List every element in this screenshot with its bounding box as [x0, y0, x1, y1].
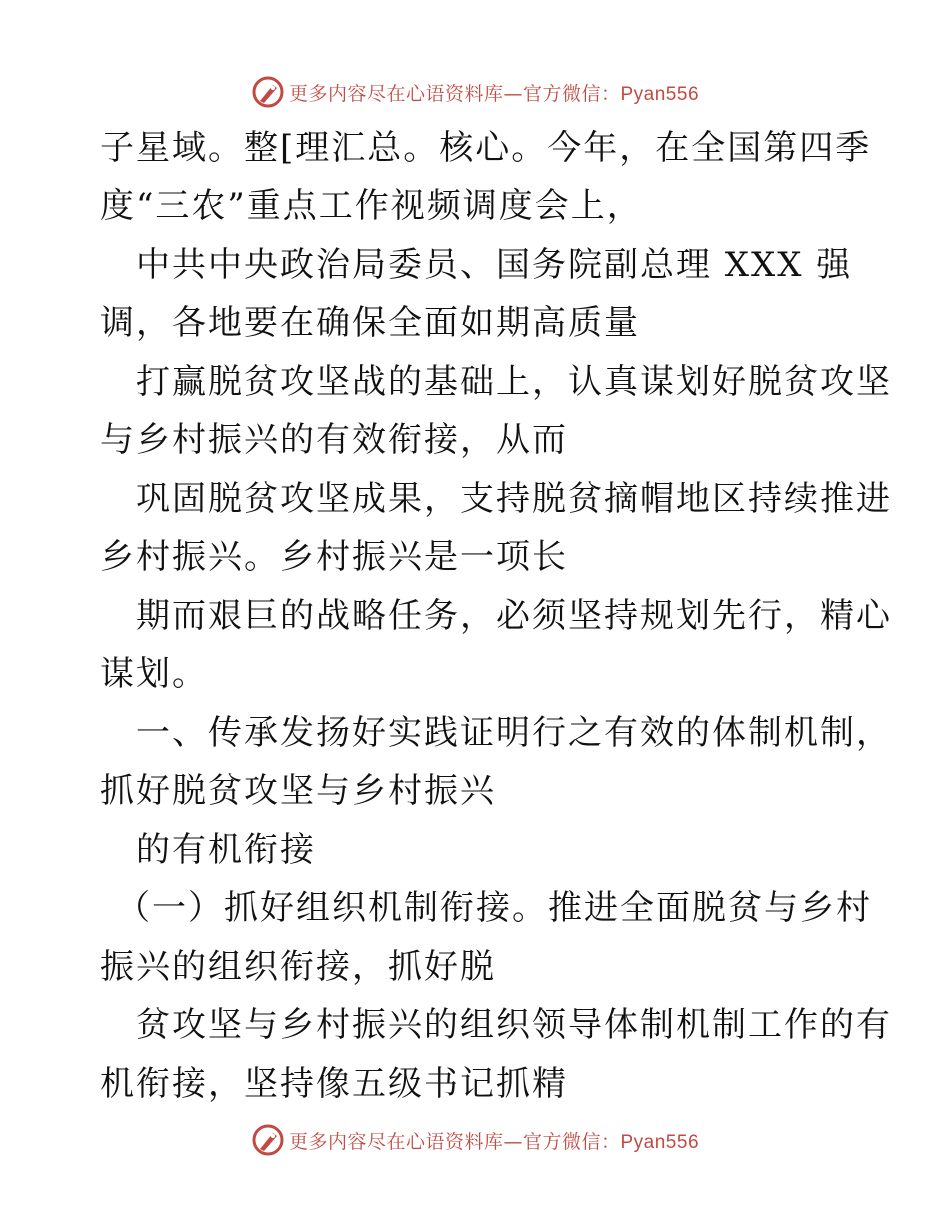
text-line: 巩固脱贫攻坚成果，支持脱贫摘帽地区持续推进: [136, 479, 892, 519]
watermark-wechat-id: Pyan556: [620, 83, 700, 105]
watermark-label: 官方微信：: [522, 1130, 621, 1153]
watermark-text: [289, 1127, 699, 1154]
section-heading: 的有机衔接: [136, 830, 316, 870]
footer-watermark: [0, 1120, 950, 1160]
text-line: 机衔接，坚持像五级书记抓精: [100, 1064, 568, 1104]
text-line: 度“三农”重点工作视频调度会上，: [100, 186, 643, 226]
watermark-wechat-id: Pyan556: [620, 1131, 700, 1153]
watermark-separator: —: [503, 1130, 523, 1153]
header-watermark: [0, 72, 950, 112]
text-line: 振兴的组织衔接，抓好脱: [100, 947, 496, 987]
text-line: 与乡村振兴的有效衔接，从而: [100, 420, 568, 460]
text-line: 乡村振兴。乡村振兴是一项长: [100, 537, 568, 577]
text-line: 贫攻坚与乡村振兴的组织领导体制机制工作的有: [136, 1005, 892, 1045]
text-line: 打赢脱贫攻坚战的基础上，认真谋划好脱贫攻坚: [136, 362, 892, 402]
text-line: 谋划。: [100, 654, 208, 694]
watermark-brand: 更多内容尽在心语资料库: [288, 1130, 504, 1153]
watermark-brand: 更多内容尽在心语资料库: [288, 82, 504, 105]
watermark-label: 官方微信：: [522, 82, 621, 105]
text-line: 子星域。整[理汇总。核心。今年，在全国第四季: [100, 128, 872, 168]
section-heading: 抓好脱贫攻坚与乡村振兴: [100, 771, 496, 811]
pen-nib-logo-icon: [251, 1123, 285, 1157]
text-line: 中共中央政治局委员、国务院副总理 XXX 强: [136, 245, 853, 285]
pen-nib-logo-icon: [251, 75, 285, 109]
section-heading: 一、传承发扬好实践证明行之有效的体制机制，: [136, 713, 892, 753]
text-line: 调，各地要在确保全面如期高质量: [100, 303, 640, 343]
text-line: 期而艰巨的战略任务，必须坚持规划先行，精心: [136, 596, 892, 636]
watermark-separator: —: [503, 82, 523, 105]
subsection-heading: （一）抓好组织机制衔接。推进全面脱贫与乡村: [116, 888, 872, 928]
watermark-text: [289, 79, 699, 106]
